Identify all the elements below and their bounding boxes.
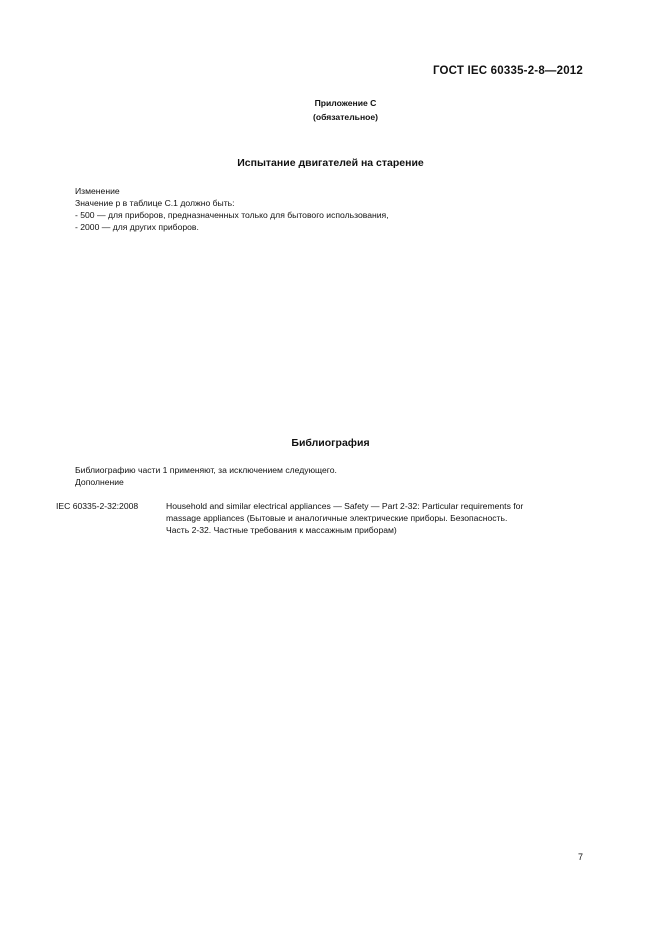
bibliography-entry-description: [166, 500, 576, 536]
aging-line-other: - 2000 — для других приборов.: [75, 222, 199, 232]
bibliography-entry-code: IEC 60335-2-32:2008: [56, 501, 139, 511]
bibliography-entry-line: Часть 2-32. Частные требования к массажным приборам): [166, 525, 397, 535]
bibliography-entry-line: massage appliances (Бытовые и аналогичные электрические приборы. Безопасность.: [166, 513, 508, 523]
page-number: 7: [577, 852, 583, 862]
bibliography-entry-line: Household and similar electrical appliances — Safety — Part 2-32: Particular requirements for: [166, 501, 524, 511]
aging-line-change: Изменение: [75, 186, 120, 196]
bibliography-intro: [75, 464, 337, 488]
aging-section-body: [75, 185, 389, 233]
aging-line-value: Значение p в таблице С.1 должно быть:: [75, 198, 235, 208]
document-standard-code: ГОСТ IEC 60335-2-8—2012: [432, 65, 583, 77]
aging-section-heading: Испытание двигателей на старение: [237, 157, 424, 169]
annex-status: (обязательное): [312, 112, 379, 122]
bibliography-heading: Библиография: [291, 437, 370, 449]
annex-title: Приложение С: [314, 98, 377, 108]
bibliography-intro-line: Библиографию части 1 применяют, за исключением следующего.: [75, 465, 337, 475]
aging-line-household: - 500 — для приборов, предназначенных только для бытового использования,: [75, 210, 389, 220]
bibliography-addition-label: Дополнение: [75, 477, 124, 487]
annex-title-block: [0, 96, 661, 124]
